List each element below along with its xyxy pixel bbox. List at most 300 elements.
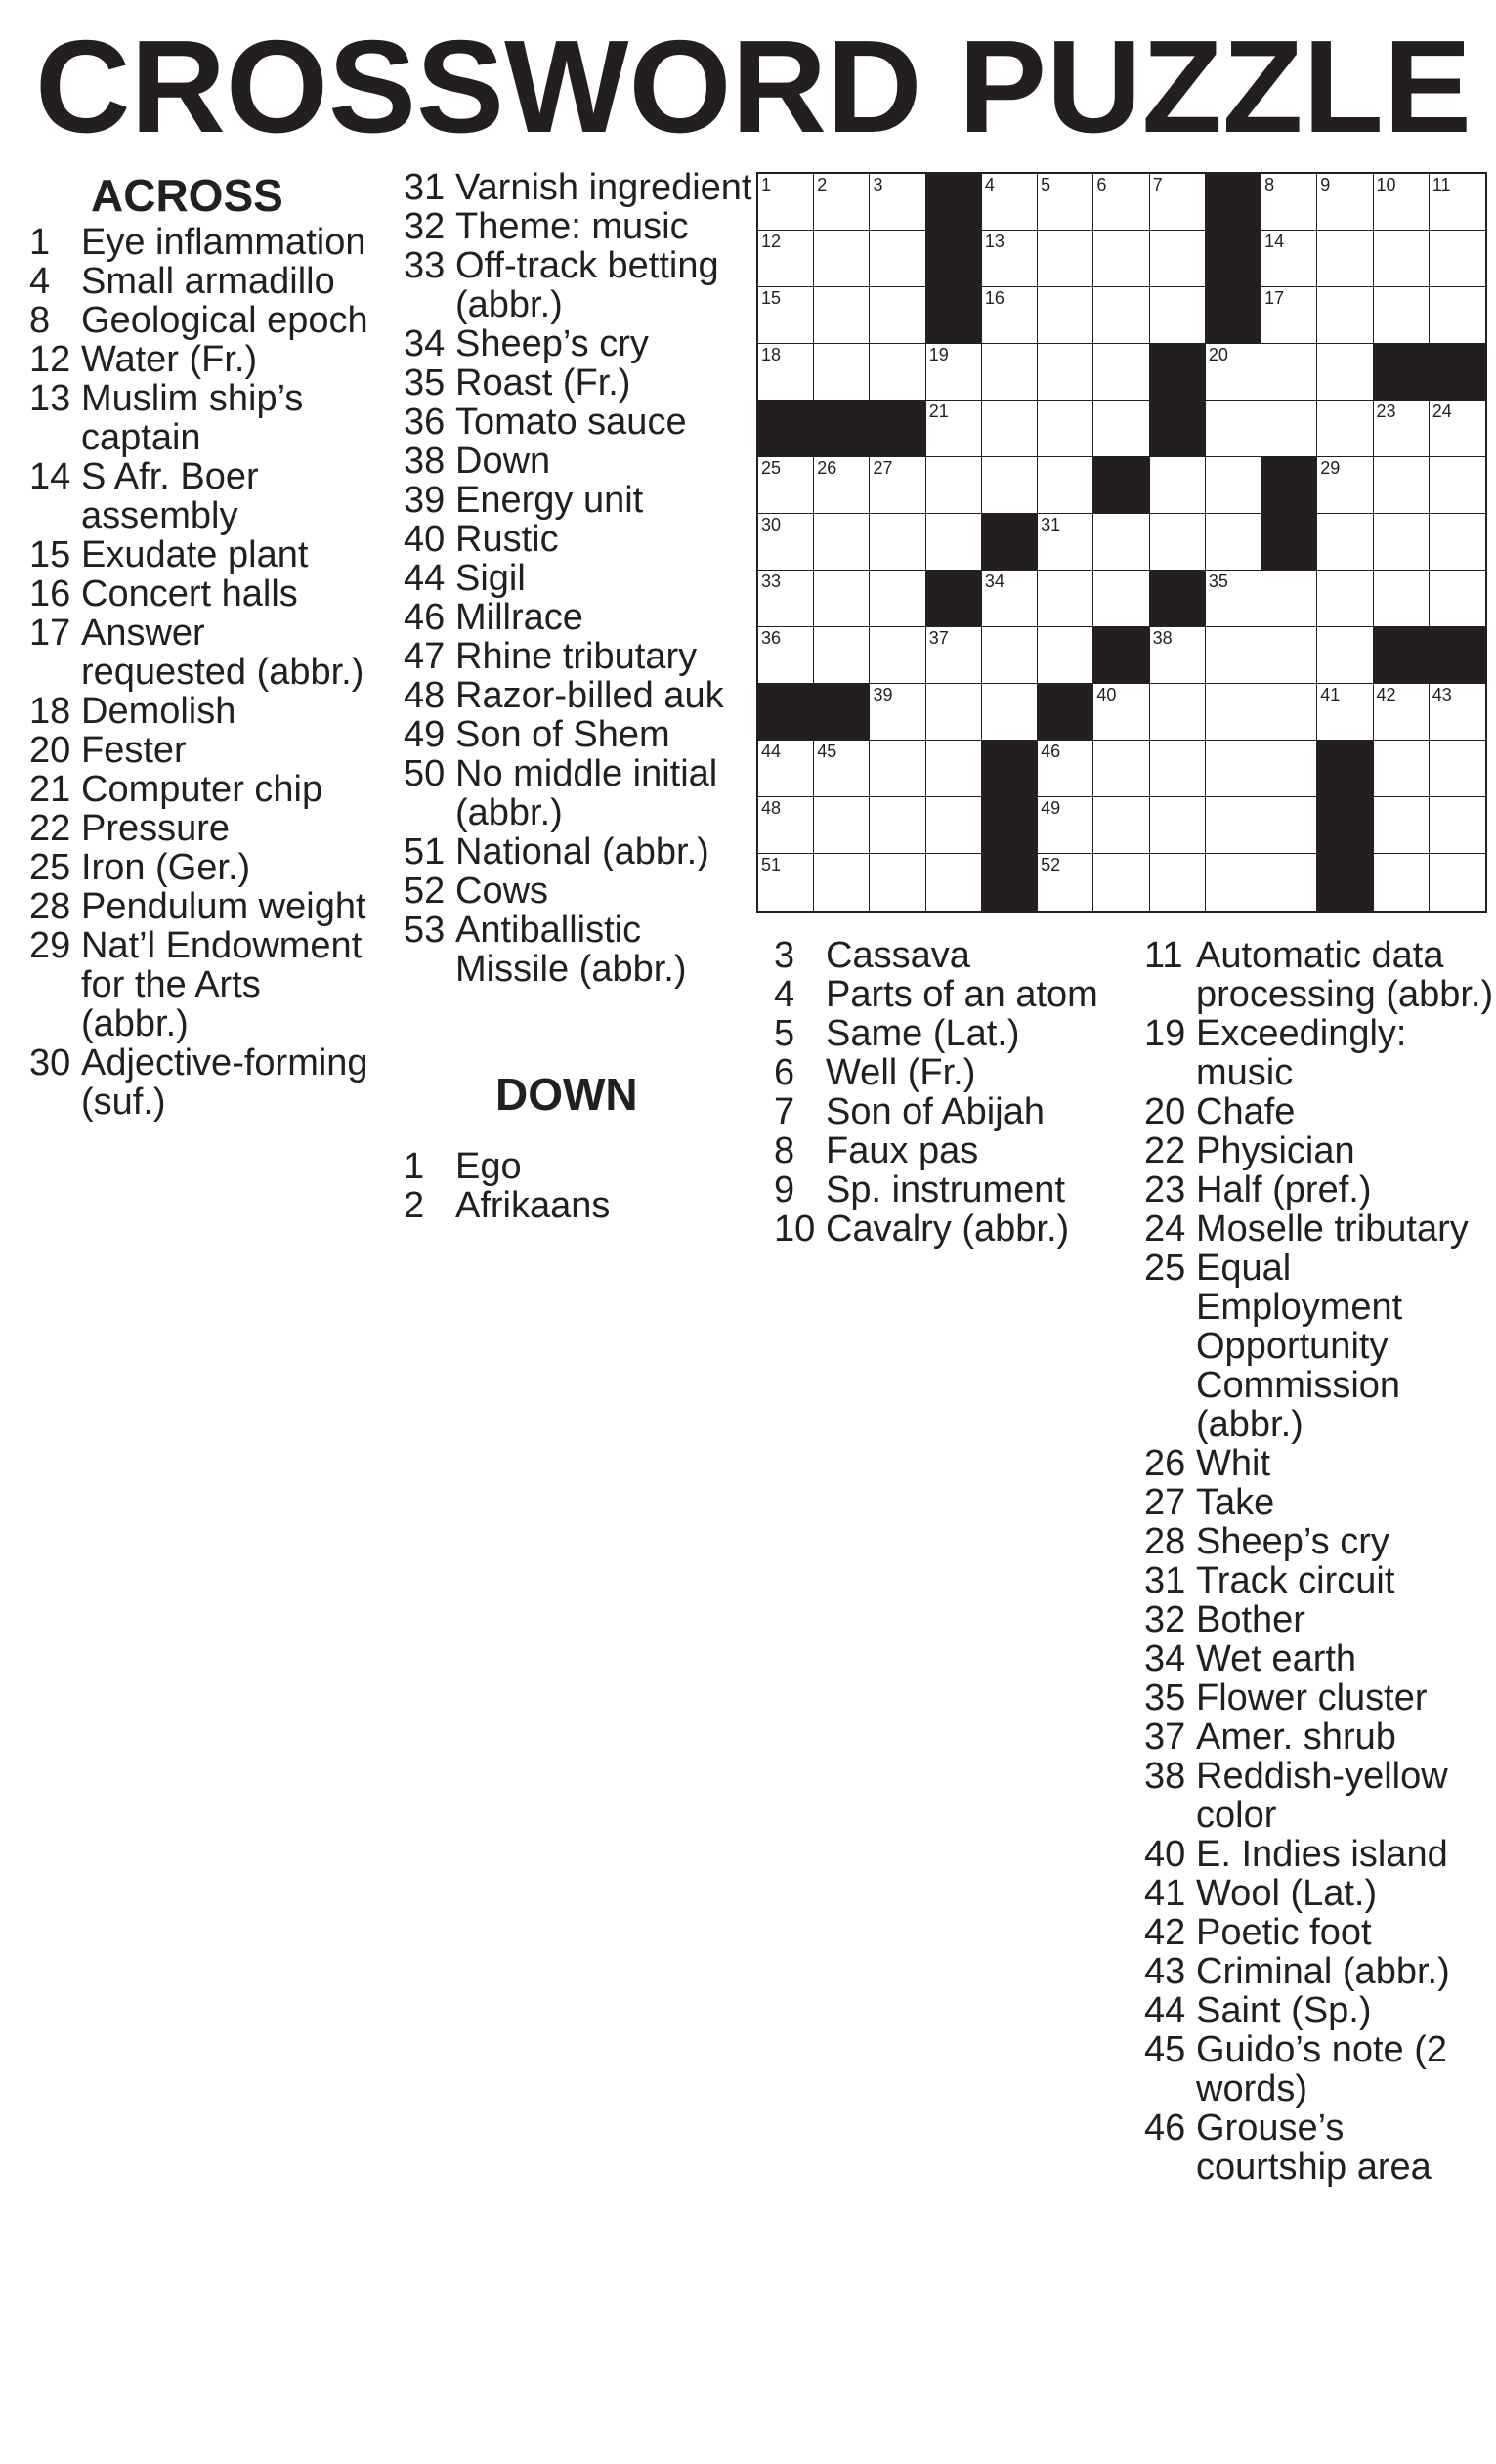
grid-block — [1206, 231, 1261, 287]
cell-number: 26 — [817, 458, 837, 478]
grid-cell[interactable] — [1374, 684, 1430, 741]
grid-cell[interactable] — [758, 457, 814, 514]
page-title: CROSSWORD PUZZLE — [35, 13, 1472, 160]
grid-cell[interactable] — [1150, 457, 1206, 514]
clue-item — [774, 975, 1135, 1014]
across-heading: ACROSS — [91, 170, 283, 221]
clue-text: Tomato sauce — [455, 402, 687, 443]
grid-cell[interactable] — [1150, 684, 1206, 741]
grid-cell[interactable] — [1093, 514, 1149, 571]
grid-cell[interactable] — [1038, 231, 1093, 287]
grid-cell[interactable] — [1374, 174, 1430, 231]
clue-item — [1144, 1639, 1496, 1678]
clue-number: 7 — [774, 1091, 795, 1132]
clue-text: Grouse’s courtship area — [1196, 2107, 1432, 2188]
clue-number: 23 — [1144, 1169, 1186, 1211]
grid-cell[interactable] — [1430, 457, 1485, 514]
clue-text: Iron (Ger.) — [81, 847, 251, 888]
clue-item — [29, 692, 373, 731]
clue-item — [774, 1053, 1135, 1092]
clue-item — [29, 340, 373, 379]
grid-cell[interactable] — [1150, 287, 1206, 344]
grid-cell[interactable] — [982, 231, 1038, 287]
clue-item — [1144, 1444, 1496, 1483]
grid-cell[interactable] — [758, 854, 814, 911]
grid-cell[interactable] — [1430, 684, 1485, 741]
grid-cell[interactable] — [1430, 231, 1485, 287]
clue-number: 15 — [29, 534, 71, 575]
clue-item — [1144, 1092, 1496, 1131]
grid-cell[interactable] — [814, 457, 870, 514]
clue-text: Son of Abijah — [826, 1091, 1045, 1132]
grid-block — [814, 684, 870, 741]
grid-cell[interactable] — [1038, 174, 1093, 231]
clue-item — [404, 246, 755, 324]
clue-text: S Afr. Boer assembly — [81, 456, 259, 536]
grid-cell[interactable] — [814, 797, 870, 854]
grid-cell[interactable] — [926, 627, 982, 684]
grid-cell[interactable] — [1317, 344, 1373, 401]
clue-item — [1144, 2108, 1496, 2187]
clue-number: 32 — [1144, 1599, 1186, 1640]
cell-number: 24 — [1432, 402, 1452, 421]
clue-number: 47 — [404, 636, 446, 677]
grid-cell[interactable] — [1150, 174, 1206, 231]
clue-text: Millrace — [455, 597, 583, 638]
grid-cell[interactable] — [1430, 797, 1485, 854]
grid-cell[interactable] — [1038, 854, 1093, 911]
clue-item — [1144, 1757, 1496, 1835]
grid-cell[interactable] — [758, 344, 814, 401]
grid-cell[interactable] — [1093, 741, 1149, 797]
grid-cell[interactable] — [1430, 854, 1485, 911]
grid-cell[interactable] — [982, 344, 1038, 401]
clue-item — [774, 936, 1135, 975]
grid-cell[interactable] — [814, 627, 870, 684]
grid-cell[interactable] — [870, 174, 925, 231]
grid-cell[interactable] — [1317, 174, 1373, 231]
cell-number: 30 — [761, 515, 782, 534]
grid-cell[interactable] — [1093, 174, 1149, 231]
clue-number: 37 — [1144, 1717, 1186, 1758]
grid-cell[interactable] — [1038, 344, 1093, 401]
grid-block — [1150, 344, 1206, 401]
clue-number: 38 — [404, 441, 446, 482]
clue-text: Wool (Lat.) — [1196, 1873, 1378, 1914]
clue-item — [29, 731, 373, 770]
clue-number: 32 — [404, 206, 446, 247]
clue-item — [404, 871, 755, 911]
clue-number: 4 — [774, 974, 795, 1015]
grid-cell[interactable] — [1374, 231, 1430, 287]
grid-cell[interactable] — [1317, 514, 1373, 571]
grid-cell[interactable] — [1093, 797, 1149, 854]
cell-number: 49 — [1041, 798, 1061, 818]
grid-block — [926, 571, 982, 627]
grid-block — [1261, 457, 1317, 514]
clue-number: 20 — [1144, 1091, 1186, 1132]
grid-cell[interactable] — [1038, 797, 1093, 854]
grid-cell[interactable] — [1261, 684, 1317, 741]
clue-item — [404, 481, 755, 520]
clue-text: Track circuit — [1196, 1560, 1395, 1601]
grid-cell[interactable] — [758, 571, 814, 627]
grid-cell[interactable] — [982, 457, 1038, 514]
clue-item — [29, 379, 373, 457]
grid-cell[interactable] — [926, 401, 982, 457]
grid-cell[interactable] — [1430, 514, 1485, 571]
grid-cell[interactable] — [1317, 287, 1373, 344]
grid-cell[interactable] — [1150, 231, 1206, 287]
grid-cell[interactable] — [1206, 797, 1261, 854]
clue-text: Geological epoch — [81, 300, 368, 341]
clue-text: Chafe — [1196, 1091, 1296, 1132]
clue-text: Well (Fr.) — [826, 1052, 976, 1093]
clue-text: Wet earth — [1196, 1638, 1357, 1679]
grid-cell[interactable] — [1261, 344, 1317, 401]
down-heading: DOWN — [495, 1069, 638, 1120]
clue-text: Pendulum weight — [81, 886, 366, 927]
clue-item — [404, 403, 755, 442]
grid-cell[interactable] — [1261, 797, 1317, 854]
grid-cell[interactable] — [758, 797, 814, 854]
clue-number: 40 — [404, 519, 446, 560]
grid-cell[interactable] — [1150, 797, 1206, 854]
grid-cell[interactable] — [1206, 514, 1261, 571]
clue-text: Pressure — [81, 808, 231, 849]
clue-text: Flower cluster — [1196, 1678, 1428, 1719]
grid-cell[interactable] — [982, 401, 1038, 457]
clue-number: 53 — [404, 910, 446, 951]
grid-cell[interactable] — [1374, 797, 1430, 854]
cell-number: 52 — [1041, 855, 1061, 874]
grid-cell[interactable] — [1038, 627, 1093, 684]
grid-cell[interactable] — [758, 231, 814, 287]
grid-cell[interactable] — [870, 514, 925, 571]
cell-number: 46 — [1041, 742, 1061, 761]
grid-cell[interactable] — [870, 344, 925, 401]
cell-number: 1 — [761, 175, 772, 194]
grid-cell[interactable] — [1317, 231, 1373, 287]
grid-cell[interactable] — [1261, 401, 1317, 457]
down-clue-list-continued — [774, 936, 1135, 1249]
grid-block — [982, 797, 1038, 854]
grid-cell[interactable] — [1206, 854, 1261, 911]
grid-cell[interactable] — [982, 174, 1038, 231]
grid-block — [1430, 344, 1485, 401]
grid-cell[interactable] — [1317, 571, 1373, 627]
grid-block — [982, 514, 1038, 571]
clue-number: 8 — [774, 1130, 795, 1171]
cell-number: 23 — [1376, 402, 1396, 421]
clue-text: Varnish ingredient — [455, 167, 752, 208]
clue-text: Criminal (abbr.) — [1196, 1951, 1450, 1992]
clue-item — [404, 598, 755, 637]
clue-text: Demolish — [81, 691, 236, 732]
clue-item — [29, 926, 373, 1043]
clue-item — [1144, 1014, 1496, 1092]
grid-cell[interactable] — [1038, 287, 1093, 344]
cell-number: 35 — [1208, 572, 1228, 591]
clue-number: 4 — [29, 261, 51, 302]
clue-text: Razor-billed auk — [455, 675, 724, 716]
clue-number: 50 — [404, 753, 446, 794]
clue-text: Physician — [1196, 1130, 1355, 1171]
grid-cell[interactable] — [926, 344, 982, 401]
grid-cell[interactable] — [1093, 401, 1149, 457]
clue-text: Antiballistic Missile (abbr.) — [455, 910, 687, 990]
grid-block — [926, 287, 982, 344]
grid-cell[interactable] — [870, 797, 925, 854]
grid-cell[interactable] — [1374, 514, 1430, 571]
grid-cell[interactable] — [1374, 571, 1430, 627]
grid-cell[interactable] — [982, 627, 1038, 684]
clue-item — [404, 1186, 755, 1225]
clue-text: Sigil — [455, 558, 526, 599]
grid-block — [1150, 571, 1206, 627]
clue-number: 1 — [29, 222, 51, 263]
grid-cell[interactable] — [926, 854, 982, 911]
grid-cell[interactable] — [870, 684, 925, 741]
grid-cell[interactable] — [1038, 741, 1093, 797]
clue-number: 36 — [404, 402, 446, 443]
grid-block — [814, 401, 870, 457]
grid-cell[interactable] — [1093, 231, 1149, 287]
grid-cell[interactable] — [758, 174, 814, 231]
clue-item — [1144, 1913, 1496, 1952]
grid-block — [1317, 797, 1373, 854]
cell-number: 41 — [1320, 685, 1341, 704]
cell-number: 8 — [1264, 175, 1275, 194]
clue-number: 43 — [1144, 1951, 1186, 1992]
clue-text: Reddish-yellow color — [1196, 1756, 1448, 1836]
grid-cell[interactable] — [870, 457, 925, 514]
clue-text: Faux pas — [826, 1130, 979, 1171]
grid-cell[interactable] — [982, 571, 1038, 627]
grid-cell[interactable] — [1150, 854, 1206, 911]
grid-cell[interactable] — [814, 231, 870, 287]
clue-number: 44 — [1144, 1990, 1186, 2031]
grid-cell[interactable] — [1261, 287, 1317, 344]
cell-number: 38 — [1152, 628, 1173, 648]
clue-text: Take — [1196, 1482, 1275, 1523]
cell-number: 10 — [1376, 175, 1396, 194]
clue-number: 3 — [774, 935, 795, 976]
grid-cell[interactable] — [870, 287, 925, 344]
grid-cell[interactable] — [1374, 741, 1430, 797]
cell-number: 21 — [928, 402, 949, 421]
clue-item — [1144, 1952, 1496, 1991]
grid-cell[interactable] — [1206, 457, 1261, 514]
clue-number: 19 — [1144, 1013, 1186, 1054]
grid-cell[interactable] — [814, 854, 870, 911]
grid-cell[interactable] — [758, 741, 814, 797]
clue-text: Roast (Fr.) — [455, 362, 631, 404]
grid-cell[interactable] — [1093, 344, 1149, 401]
grid-cell[interactable] — [926, 457, 982, 514]
clue-text: Answer requested (abbr.) — [81, 613, 364, 693]
clue-item — [1144, 1991, 1496, 2030]
grid-cell[interactable] — [814, 571, 870, 627]
grid-cell[interactable] — [1374, 401, 1430, 457]
grid-cell[interactable] — [1317, 627, 1373, 684]
grid-cell[interactable] — [814, 174, 870, 231]
grid-cell[interactable] — [870, 741, 925, 797]
clue-text: Nat’l Endowment for the Arts (abbr.) — [81, 925, 363, 1044]
cell-number: 7 — [1152, 175, 1163, 194]
grid-cell[interactable] — [926, 741, 982, 797]
grid-cell[interactable] — [758, 627, 814, 684]
clue-text: Son of Shem — [455, 714, 670, 755]
clue-number: 8 — [29, 300, 51, 341]
grid-cell[interactable] — [1430, 174, 1485, 231]
cell-number: 29 — [1320, 458, 1341, 478]
grid-cell[interactable] — [1317, 401, 1373, 457]
grid-cell[interactable] — [1093, 287, 1149, 344]
clue-number: 9 — [774, 1169, 795, 1211]
grid-cell[interactable] — [870, 231, 925, 287]
clue-number: 2 — [404, 1185, 425, 1226]
cell-number: 37 — [928, 628, 949, 648]
cell-number: 34 — [984, 572, 1004, 591]
grid-block — [926, 231, 982, 287]
grid-cell[interactable] — [1261, 571, 1317, 627]
clue-item — [404, 754, 755, 832]
grid-cell[interactable] — [758, 287, 814, 344]
grid-block — [1374, 344, 1430, 401]
grid-cell[interactable] — [1261, 741, 1317, 797]
clue-number: 18 — [29, 691, 71, 732]
clue-number: 29 — [29, 925, 71, 966]
grid-cell[interactable] — [1206, 571, 1261, 627]
clue-number: 30 — [29, 1042, 71, 1083]
grid-cell[interactable] — [1150, 627, 1206, 684]
grid-cell[interactable] — [1038, 457, 1093, 514]
grid-cell[interactable] — [1430, 401, 1485, 457]
grid-cell[interactable] — [1261, 231, 1317, 287]
grid-block — [982, 854, 1038, 911]
grid-cell[interactable] — [982, 287, 1038, 344]
grid-block — [1317, 741, 1373, 797]
clue-item — [1144, 1561, 1496, 1600]
grid-cell[interactable] — [814, 514, 870, 571]
cell-number: 48 — [761, 798, 782, 818]
grid-cell[interactable] — [814, 344, 870, 401]
grid-cell[interactable] — [982, 684, 1038, 741]
clue-number: 45 — [1144, 2029, 1186, 2070]
grid-block — [870, 401, 925, 457]
grid-cell[interactable] — [1430, 741, 1485, 797]
cell-number: 36 — [761, 628, 782, 648]
clue-item — [774, 1210, 1135, 1249]
grid-cell[interactable] — [870, 627, 925, 684]
grid-cell[interactable] — [1374, 457, 1430, 514]
clue-text: Computer chip — [81, 769, 323, 810]
clue-text: Theme: music — [455, 206, 689, 247]
grid-cell[interactable] — [1038, 401, 1093, 457]
clue-item — [404, 363, 755, 403]
grid-cell[interactable] — [1206, 627, 1261, 684]
grid-cell[interactable] — [926, 514, 982, 571]
cell-number: 11 — [1432, 175, 1451, 194]
clue-number: 35 — [404, 362, 446, 404]
grid-cell[interactable] — [1317, 684, 1373, 741]
grid-cell[interactable] — [1261, 627, 1317, 684]
clue-item — [29, 809, 373, 848]
down-clue-list — [404, 1147, 755, 1225]
grid-cell[interactable] — [1038, 514, 1093, 571]
grid-cell[interactable] — [1093, 571, 1149, 627]
clue-item — [774, 1131, 1135, 1170]
grid-cell[interactable] — [870, 571, 925, 627]
clue-item — [774, 1170, 1135, 1210]
cell-number: 13 — [984, 232, 1004, 251]
grid-cell[interactable] — [814, 741, 870, 797]
clue-number: 25 — [29, 847, 71, 888]
clue-text: Parts of an atom — [826, 974, 1098, 1015]
grid-cell[interactable] — [1206, 684, 1261, 741]
grid-cell[interactable] — [1206, 401, 1261, 457]
clue-item — [29, 848, 373, 887]
clue-number: 26 — [1144, 1443, 1186, 1484]
clue-number: 39 — [404, 480, 446, 521]
grid-cell[interactable] — [1374, 287, 1430, 344]
grid-cell[interactable] — [1093, 684, 1149, 741]
grid-cell[interactable] — [1317, 457, 1373, 514]
grid-cell[interactable] — [1150, 514, 1206, 571]
clue-number: 42 — [1144, 1912, 1186, 1953]
grid-cell[interactable] — [1261, 854, 1317, 911]
cell-number: 40 — [1096, 685, 1117, 704]
clue-item — [1144, 1131, 1496, 1170]
grid-cell[interactable] — [1430, 287, 1485, 344]
clue-text: Fester — [81, 730, 187, 771]
grid-cell[interactable] — [1150, 741, 1206, 797]
grid-cell[interactable] — [926, 684, 982, 741]
grid-cell[interactable] — [1430, 571, 1485, 627]
clue-number: 34 — [404, 323, 446, 364]
grid-cell[interactable] — [1093, 854, 1149, 911]
cell-number: 18 — [761, 345, 782, 364]
grid-cell[interactable] — [1261, 174, 1317, 231]
grid-cell[interactable] — [870, 854, 925, 911]
clue-number: 14 — [29, 456, 71, 497]
grid-cell[interactable] — [1038, 571, 1093, 627]
clue-text: Cavalry (abbr.) — [826, 1209, 1070, 1250]
clue-item — [1144, 2030, 1496, 2108]
cell-number: 15 — [761, 288, 782, 308]
clue-text: Sheep’s cry — [1196, 1521, 1389, 1562]
grid-cell[interactable] — [814, 287, 870, 344]
clue-text: Concert halls — [81, 574, 298, 615]
cell-number: 20 — [1208, 345, 1228, 364]
cell-number: 27 — [873, 458, 893, 478]
clue-text: Cassava — [826, 935, 970, 976]
grid-cell[interactable] — [1206, 344, 1261, 401]
grid-block — [982, 741, 1038, 797]
clue-item — [774, 1014, 1135, 1053]
grid-cell[interactable] — [758, 514, 814, 571]
grid-cell[interactable] — [926, 797, 982, 854]
clue-item — [404, 442, 755, 481]
clue-text: Half (pref.) — [1196, 1169, 1372, 1211]
grid-cell[interactable] — [1206, 741, 1261, 797]
clue-number: 52 — [404, 871, 446, 912]
clue-item — [404, 168, 755, 207]
grid-cell[interactable] — [1374, 854, 1430, 911]
clue-number: 22 — [29, 808, 71, 849]
grid-block — [1206, 287, 1261, 344]
